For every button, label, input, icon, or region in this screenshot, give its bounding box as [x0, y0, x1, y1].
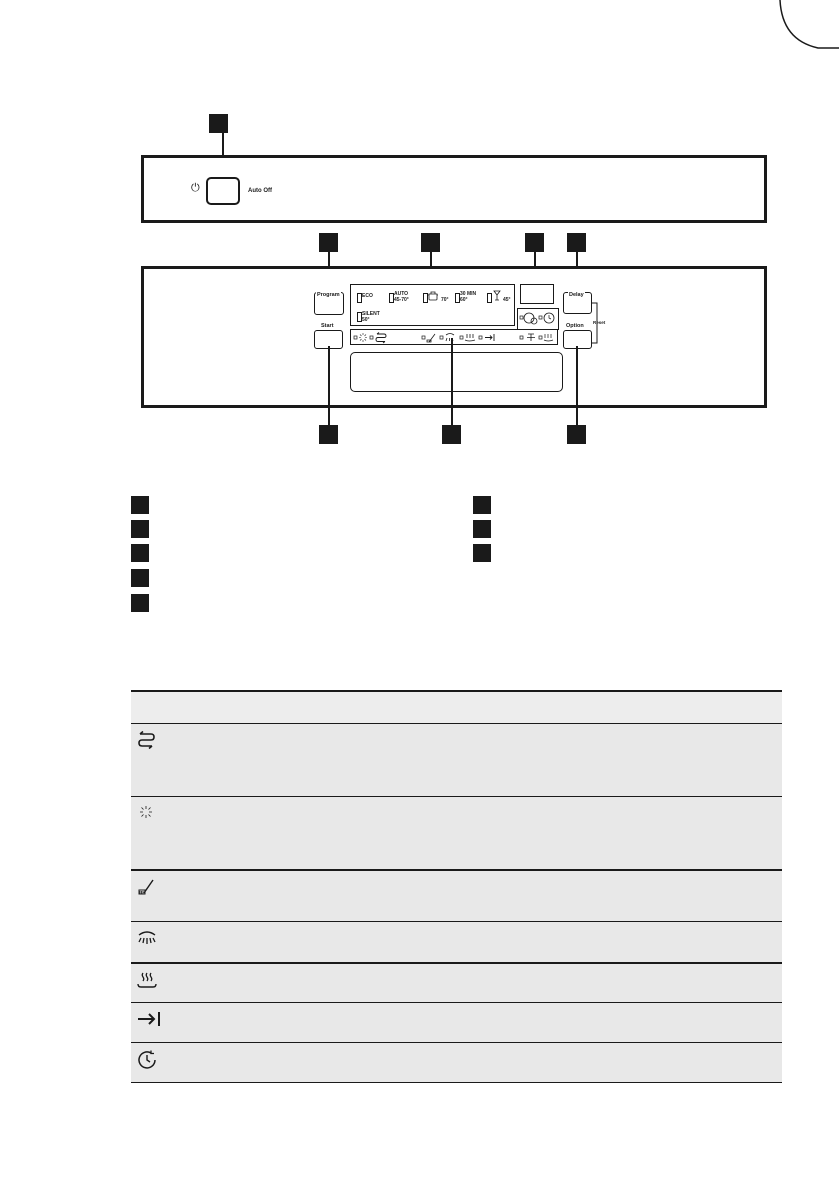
table-row — [131, 1043, 782, 1083]
control-panel-lower — [141, 266, 767, 408]
callout-marker-display — [525, 233, 544, 252]
table-header-row — [131, 691, 782, 724]
callout-marker-option — [567, 425, 586, 444]
drying-icon — [136, 970, 158, 990]
pot-icon — [428, 290, 438, 301]
spray-arms-icon — [136, 928, 158, 948]
legend-marker-1 — [131, 496, 149, 514]
delay-button-label: Delay — [569, 292, 584, 298]
salt-icon — [136, 730, 156, 750]
rinse-aid-icon — [136, 803, 156, 823]
program-eco-label: ECO — [362, 293, 373, 299]
power-icon: ⏻ — [191, 181, 200, 194]
program-auto-label: AUTO — [394, 291, 409, 297]
auto-off-label: Auto Off — [248, 188, 272, 194]
legend-marker-8 — [473, 544, 491, 562]
program-silent-label: SILENT — [362, 311, 380, 317]
crop-mark — [778, 0, 839, 60]
delay-clock-icon — [136, 1049, 158, 1071]
table-row — [131, 797, 782, 870]
legend-marker-4 — [131, 569, 149, 587]
callout-marker-start — [319, 425, 338, 444]
legend-marker-7 — [473, 520, 491, 538]
table-row — [131, 724, 782, 797]
callout-marker-indicators — [421, 233, 440, 252]
legend-marker-3 — [131, 544, 149, 562]
program-auto-temp: 45-70° — [394, 297, 409, 303]
indicator-symbol-table — [131, 690, 782, 1083]
legend-marker-2 — [131, 520, 149, 538]
table-row — [131, 963, 782, 1003]
program-30min-temp: 60° — [460, 297, 468, 303]
program-silent-temp: 50° — [362, 317, 370, 323]
digital-display — [520, 284, 554, 304]
table-row — [131, 922, 782, 963]
leader-start — [328, 346, 330, 425]
brush-icon — [136, 877, 156, 897]
program-70-label: 70° — [441, 297, 449, 303]
indicator-strip-icons — [352, 331, 557, 344]
leader-strip — [451, 338, 453, 425]
legend-marker-6 — [473, 496, 491, 514]
end-arrow-icon — [136, 1009, 162, 1029]
control-panel-upper — [141, 155, 767, 223]
reset-label: Reset — [593, 320, 606, 325]
program-indicator-45 — [487, 293, 492, 303]
option-button[interactable] — [563, 330, 592, 349]
table-row — [131, 870, 782, 922]
table-row — [131, 1003, 782, 1043]
start-button-label: Start — [321, 323, 334, 329]
delay-icons — [519, 310, 559, 328]
program-button-label: Program — [317, 292, 340, 298]
callout-marker-program — [319, 233, 338, 252]
callout-marker-1 — [209, 114, 228, 133]
power-button[interactable] — [206, 177, 240, 205]
legend-marker-5 — [131, 594, 149, 612]
callout-marker-strip — [442, 425, 461, 444]
program-30min-label: 30 MIN — [460, 291, 477, 297]
leader-option — [576, 346, 578, 425]
callout-marker-delay — [567, 233, 586, 252]
option-button-label: Option — [566, 323, 584, 329]
glass-icon — [493, 290, 501, 301]
program-45-label: 45° — [503, 297, 511, 303]
door-handle-recess — [350, 352, 563, 392]
